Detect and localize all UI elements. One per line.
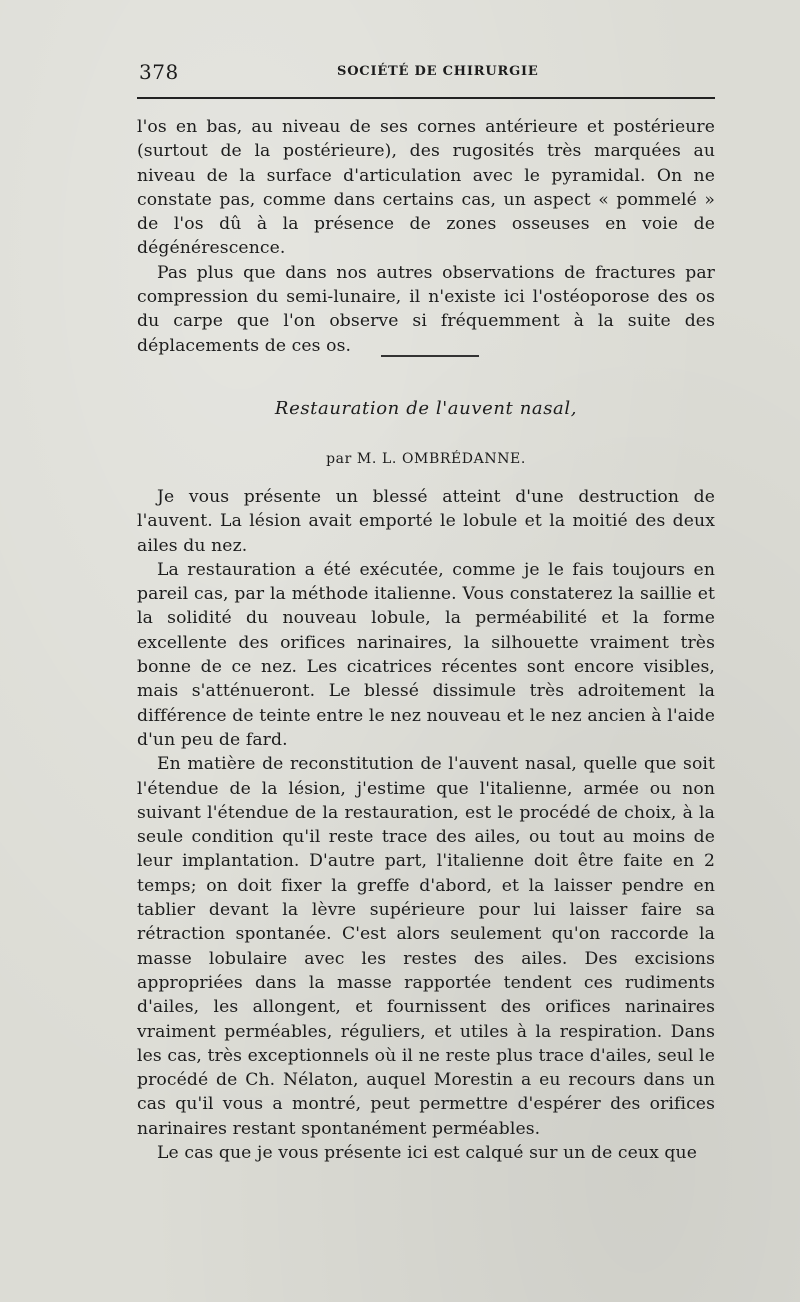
intro-paragraph-1: l'os en bas, au niveau de ses cornes antérieure et postérieure (surtout de la postérieure), des rugosités très marquées au niveau de la surface d'articulation avec le pyramidal. On ne constate pas, comme dans certains cas, un aspect « pommelé » de l'os dû à la présence de zones osseuses en voie de dégénérescence.	[137, 117, 715, 259]
article-byline: par M. L. OMBRÉDANNE.	[326, 451, 526, 467]
page-header	[137, 60, 715, 86]
header-rule	[137, 97, 715, 99]
page-number: 378	[139, 60, 179, 84]
article-paragraph-3: En matière de reconstitution de l'auvent nasal, quelle que soit l'étendue de la lésion, j'estime que l'italienne, armée ou non suivant l'étendue de la restauration, est le procédé de choix, à la seule condition qu'il reste trace des ailes, ou tout au moins de leur implantation. D'autre part, l'italienne doit être faite en 2 temps; on doit fixer la greffe d'abord, et la laisser pendre en tablier devant la lèvre supérieure pour lui laisser faire sa rétraction spontanée. C'est alors seulement qu'on raccorde la masse lobulaire avec les restes des ailes. Des excisions appropriées dans la masse rapportée tendent ces rudiments d'ailes, les allongent, et fournissent des orifices narinaires vraiment perméables, réguliers, et utiles à la respiration. Dans les cas, très exceptionnels où il ne reste plus trace d'ailes, seul le procédé de Ch. Nélaton, auquel Morestin a eu recours dans un cas qu'il vous a montré, peut permettre d'espérer des orifices narinaires restant spontanément perméables.	[137, 754, 715, 1139]
article-body	[137, 485, 715, 1165]
section-separator	[381, 355, 479, 357]
intro-text	[137, 115, 715, 358]
article-title: Restauration de l'auvent nasal,	[274, 398, 578, 419]
intro-paragraph-2: Pas plus que dans nos autres observations de fractures par compression du semi-lunaire, il n'existe ici l'ostéoporose des os du carpe que l'on observe si fréquemment à la suite des déplacements de ces os.	[137, 262, 715, 356]
running-head: SOCIÉTÉ DE CHIRURGIE	[337, 64, 539, 79]
article-paragraph-1: Je vous présente un blessé atteint d'une destruction de l'auvent. La lésion avait emporté le lobule et la moitié des deux ailes du nez.	[137, 487, 715, 556]
article-paragraph-2: La restauration a été exécutée, comme je le fais toujours en pareil cas, par la méthode italienne. Vous constaterez la saillie et la solidité du nouveau lobule, la perméabilité et la forme excellente des orifices narinaires, la silhouette vraiment très bonne de ce nez. Les cicatrices récentes sont encore visibles, mais s'atténueront. Le blessé dissimule très adroitement la différence de teinte entre le nez nouveau et le nez ancien à l'aide d'un peu de fard.	[137, 559, 715, 750]
article-paragraph-4: Le cas que je vous présente ici est calqué sur un de ceux que	[157, 1143, 697, 1164]
